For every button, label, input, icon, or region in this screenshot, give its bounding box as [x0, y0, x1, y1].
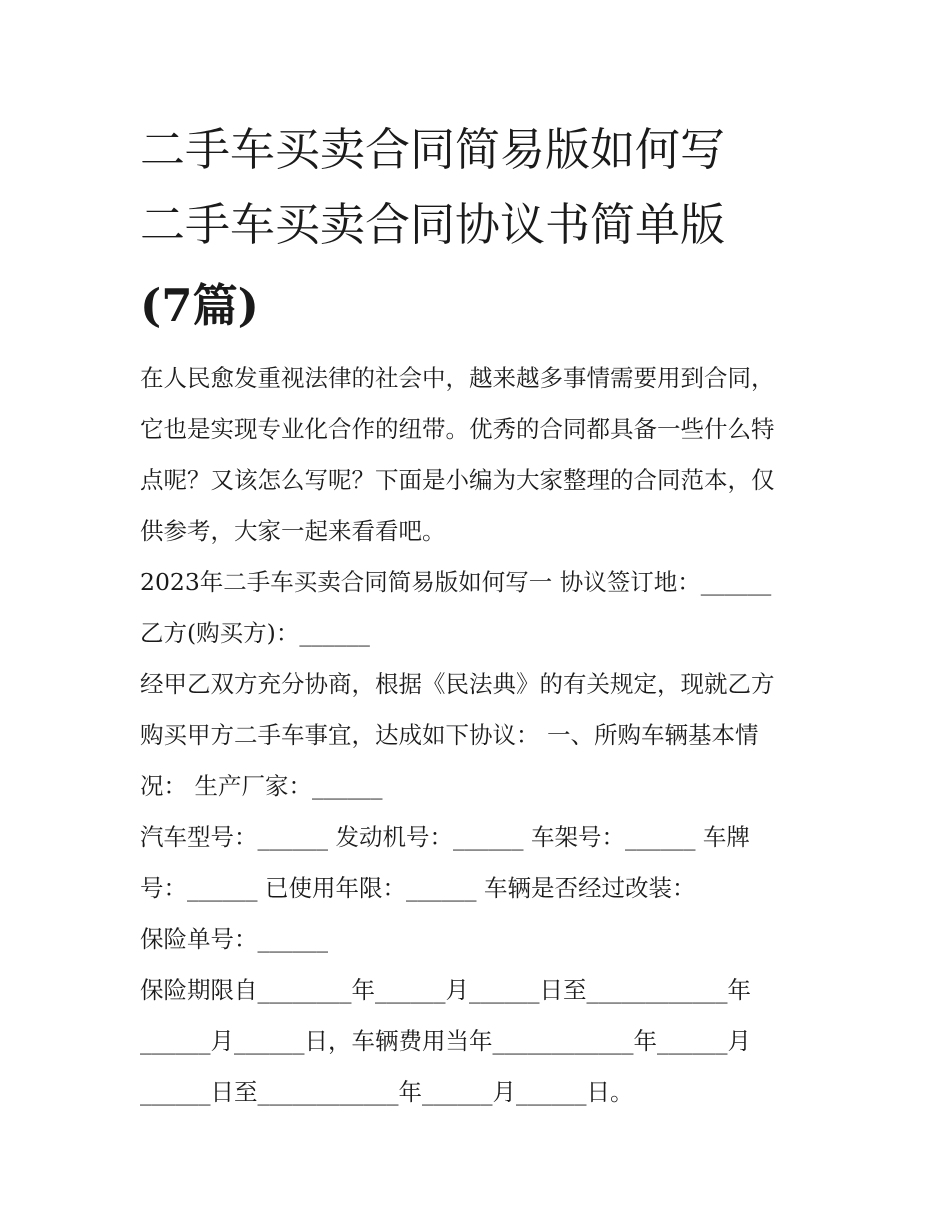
- insurance-period-line-1: 保险期限自________年______月______日至____________年: [140, 976, 751, 1004]
- insurance-period-line-2: ______月______日，车辆费用当年____________年______月: [140, 1027, 751, 1055]
- intro-line-3: 点呢？又该怎么写呢？下面是小编为大家整理的合同范本，仅: [140, 466, 775, 494]
- vehicle-info-line-1: 汽车型号：______ 发动机号：______ 车架号：______ 车牌: [140, 823, 750, 851]
- agreement-line-1: 经甲乙双方充分协商，根据《民法典》的有关规定，现就乙方: [140, 670, 775, 698]
- document-title-line-2: 二手车买卖合同协议书简单版: [140, 198, 726, 251]
- intro-line-1: 在人民愈发重视法律的社会中，越来越多事情需要用到合同，: [140, 364, 775, 392]
- buyer-line: 乙方(购买方)：______: [140, 619, 370, 647]
- agreement-line-3: 况： 生产厂家：______: [140, 772, 383, 800]
- intro-line-4: 供参考，大家一起来看看吧。: [140, 517, 446, 545]
- contract-heading-line: 2023年二手车买卖合同简易版如何写一 协议签订地：______: [140, 568, 772, 596]
- vehicle-info-line-2: 号：______ 已使用年限：______ 车辆是否经过改装：: [140, 874, 696, 902]
- document-title-line-1: 二手车买卖合同简易版如何写: [140, 123, 726, 176]
- insurance-period-line-3: ______日至____________年______月______日。: [140, 1078, 634, 1106]
- agreement-line-2: 购买甲方二手车事宜，达成如下协议： 一、所购车辆基本情: [140, 721, 759, 749]
- insurance-number-line: 保险单号：______: [140, 925, 328, 953]
- document-title-line-3: (7篇): [140, 279, 259, 332]
- intro-line-2: 它也是实现专业化合作的纽带。优秀的合同都具备一些什么特: [140, 415, 775, 443]
